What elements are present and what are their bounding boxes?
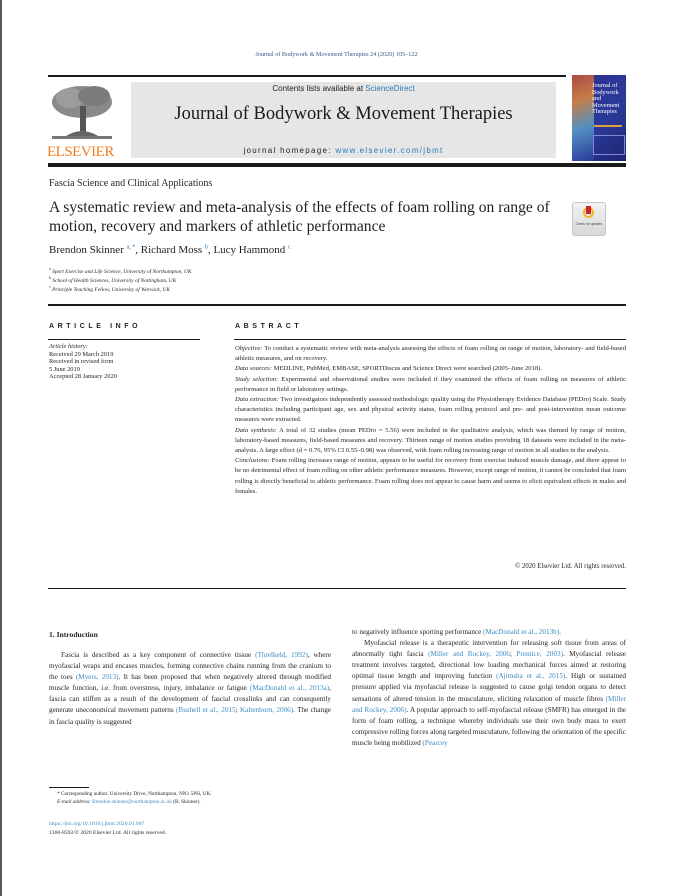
abstract-section-label: Study selection: [235, 375, 279, 383]
journal-homepage-line [131, 146, 556, 155]
abstract-rule [234, 339, 626, 340]
citation-link[interactable]: Kaltenborn, 2006) [239, 706, 294, 715]
cover-accent-bar [594, 125, 622, 127]
author-affil-mark[interactable]: c [288, 244, 291, 251]
cover-title-line: Therapies [592, 108, 617, 115]
body-paragraph [49, 650, 331, 728]
affiliation-rule [48, 304, 626, 306]
email-line [57, 798, 212, 806]
corresponding-author-text: * Corresponding author. University Drive, Northampton, NN1 5PH, UK. [57, 791, 212, 797]
running-head: Journal of Bodywork & Movement Therapies 24 (2020) 105–122 [255, 51, 418, 58]
author-separator: , [135, 244, 141, 256]
citation-link[interactable]: (Threlkeld, 1992) [255, 651, 308, 659]
citation-link[interactable]: (MacDonald et al., 2013b) [483, 628, 560, 636]
homepage-prefix: journal homepage: [243, 146, 336, 155]
issn-copyright: 1360-8592/© 2020 Elsevier Ltd. All rights reserved. [49, 829, 167, 836]
affiliation-text: School of Health Sciences, University of Nottingham, UK [52, 277, 177, 284]
author-affil-mark[interactable]: b [204, 244, 208, 251]
journal-cover-thumbnail[interactable] [572, 75, 626, 161]
history-item: Received in revised form [49, 358, 114, 366]
introduction-heading: 1. Introduction [49, 630, 98, 639]
affiliation-mark: b [49, 275, 51, 280]
cover-title-line: Journal of [592, 82, 618, 89]
abstract-section [235, 375, 626, 395]
abstract-section-label: Data extraction: [235, 396, 279, 404]
abstract-copyright: © 2020 Elsevier Ltd. All rights reserved. [515, 563, 626, 570]
abstract-section [235, 426, 626, 457]
tree-icon [46, 82, 118, 144]
author-separator: , [207, 244, 214, 256]
cover-title-line: Movement [592, 101, 620, 109]
footnote-rule [49, 787, 89, 788]
affiliation-item [49, 275, 176, 284]
author-name[interactable]: Richard Moss [140, 244, 203, 256]
body-text: . It has been proposed that when negatively altered through modified muscle function, i.e. from overstress, injury, imbalance or fatigue [49, 673, 332, 693]
affiliation-mark: a [49, 266, 51, 271]
body-text: . A popular approach to self-myofascial release (SMFR) has emerged in the form of foam rolling, a technique whereby individuals use their own body mass to exert compressive rolling forces along targeted musculature, following the orientation of the specific muscle being mobilized [352, 705, 626, 747]
doi-block [49, 820, 166, 837]
body-text: . Myofascial release treatment involves targeted, directional low loading mechanical forces aimed at restoring optimal tissue length and improving function [352, 650, 626, 681]
email-link[interactable]: Brendon.skinner@northampton.ac.uk [92, 799, 172, 805]
crossmark-bookmark-icon [586, 206, 591, 214]
abstract-bottom-rule [48, 588, 626, 589]
paper-title: A systematic review and meta-analysis of the effects of foam rolling on range of motion, recovery and markers of athletic performance [49, 199, 550, 235]
cover-info-box [593, 135, 625, 155]
abstract-section-text: A total of 32 studies (mean PEDro = 5.56) were included in the qualitative analysis, which was themed by range of motion, laboratory-based measures, field-based measures and recovery. Thirteen range of motion studies providing 18 datasets were included in the meta-analysis. A large effect (d = 0.76, 95% CI 0.55–0.98) was observed, with foam rolling increasing range of motion in all studies in the analysis. [235, 426, 627, 455]
body-text: , where myofascial wraps and encases muscles, forming connective chains running from the cranium to the toes [49, 651, 332, 682]
email-label: E-mail address: [57, 799, 91, 805]
citation-link[interactable]: (Miller and Rockey, 2006) [352, 694, 626, 714]
crossmark-label: Check for updates [575, 222, 603, 226]
article-info-heading: ARTICLE INFO [49, 323, 142, 330]
body-text: Fascia is described as a key component of connective tissue [61, 651, 256, 659]
journal-title: Journal of Bodywork & Movement Therapies [174, 104, 513, 124]
affiliation-item [49, 266, 191, 275]
article-section-label: Fascia Science and Clinical Applications [49, 178, 213, 189]
contents-prefix: Contents lists available at [272, 84, 366, 93]
affiliation-item [49, 284, 170, 293]
body-paragraph [352, 638, 626, 749]
abstract-body [235, 344, 626, 497]
abstract-section-text: MEDLINE, PubMed, EMBASE, SPORTDiscus and Science Direct were searched (2005–June 2018). [271, 365, 543, 373]
abstract-section-text: Experimental and observational studies were included if they examined the effects of foam rolling on measures of athletic performance in field or laboratory settings. [235, 375, 626, 393]
affiliation-text: Principle Teaching Fellow, University of Warwick, UK [52, 286, 170, 293]
masthead-top-rule [48, 75, 566, 77]
history-item: Accepted 28 January 2020 [49, 373, 117, 381]
body-text: ; [235, 706, 240, 715]
body-text: . High or sustained pressure applied via myofascial release is suggested to cause golgi tendon organs to detect sensations of altered tension in the musculature, eliciting relaxation of muscle fibres [352, 672, 626, 703]
abstract-section-text: Two investigators independently assessed methodologic quality using the Physiotherapy Evidence Database (PEDro) Scale. Study characteristics including participant age, sex and physical activity status, foam rolling protocol and pre- and post-intervention mean outcome measures were extracted. [235, 396, 626, 424]
body-text: . The change in fascia quality is suggested [49, 706, 331, 726]
abstract-section [235, 395, 626, 426]
body-column-left [49, 650, 331, 728]
citation-link[interactable]: (MacDonald et al., 2013a) [249, 684, 330, 693]
window-left-border [0, 0, 2, 896]
affiliation-text: Sport Exercise and Life Science, University of Northampton, UK [52, 268, 192, 275]
abstract-section-label: Objective: [235, 345, 263, 352]
abstract-section-label: Conclusions: [235, 457, 270, 465]
abstract-section-label: Data sources: [235, 365, 272, 373]
cover-title-line: and [592, 95, 602, 102]
citation-link[interactable]: (Pearcey [422, 738, 448, 747]
masthead-bottom-rule [48, 163, 626, 167]
body-column-right [352, 627, 626, 749]
citation-link[interactable]: (Myers, 2013) [75, 673, 119, 682]
cover-title-line: Bodywork [592, 88, 619, 96]
body-text: Myofascial release is a therapeutic intervention for releasing soft tissue from areas of abnormally tight fascia [352, 639, 626, 659]
author-name[interactable]: Lucy Hammond [213, 244, 286, 256]
citation-link[interactable]: (Miller and Rockey, 2006 [428, 650, 510, 659]
citation-link[interactable]: (Bushell et al., 2015 [176, 706, 236, 715]
corresponding-author-footnote [57, 790, 212, 806]
abstract-section [235, 364, 626, 374]
body-text: . [559, 628, 561, 636]
abstract-section [235, 456, 626, 497]
body-text: to negatively influence sporting performance [352, 628, 484, 636]
body-text: , fascia can stiffen as a result of the development of fascial crosslinks and can consequently generate uneconomical movement patterns [49, 684, 331, 715]
history-item: Received 29 March 2019 [49, 350, 114, 358]
abstract-section [235, 344, 626, 364]
homepage-link[interactable]: www.elsevier.com/jbmt [335, 146, 444, 155]
history-item: 5 June 2019 [49, 365, 80, 373]
abstract-section-text: Foam rolling increases range of motion, appears to be useful for recovery from exercise induced muscle damage, and there appear to be no detrimental effect of foam rolling on other athletic performance measures. However, except range of motion, it cannot be concluded that foam rolling is directly beneficial to athletic performance. Foam rolling does not appear to cause harm and seems to elicit equivalent effects in males and females. [235, 457, 626, 495]
citation-link[interactable]: Prentice, 2003) [516, 650, 563, 659]
sciencedirect-link[interactable]: ScienceDirect [365, 84, 415, 93]
affiliation-mark: c [49, 284, 51, 289]
check-for-updates-button[interactable] [572, 202, 606, 236]
history-label: Article history: [49, 343, 88, 350]
contents-line [131, 84, 556, 93]
citation-link[interactable]: (Ajimsha et al., 2015) [496, 672, 566, 681]
abstract-section-text: To conduct a systematic review with meta-analysis assessing the effects of foam rolling on range of motion, laboratory- and field-based athletic measures, and on recovery. [235, 345, 626, 363]
email-suffix: (B. Skinner). [171, 799, 201, 805]
article-info-rule [48, 339, 200, 340]
author-affil-mark[interactable]: a, * [126, 244, 136, 251]
cover-artwork [572, 75, 594, 161]
cover-title [592, 83, 619, 116]
body-paragraph [352, 627, 626, 638]
article-history [49, 343, 117, 381]
body-text: ; [509, 650, 517, 659]
abstract-heading: ABSTRACT [235, 323, 303, 330]
author-list [49, 244, 291, 256]
doi-link[interactable]: https://doi.org/10.1016/j.jbmt.2020.01.007 [49, 821, 145, 827]
author-name[interactable]: Brendon Skinner [49, 244, 124, 256]
abstract-section-label: Data synthesis: [235, 426, 277, 434]
publisher-wordmark: ELSEVIER [47, 144, 114, 160]
